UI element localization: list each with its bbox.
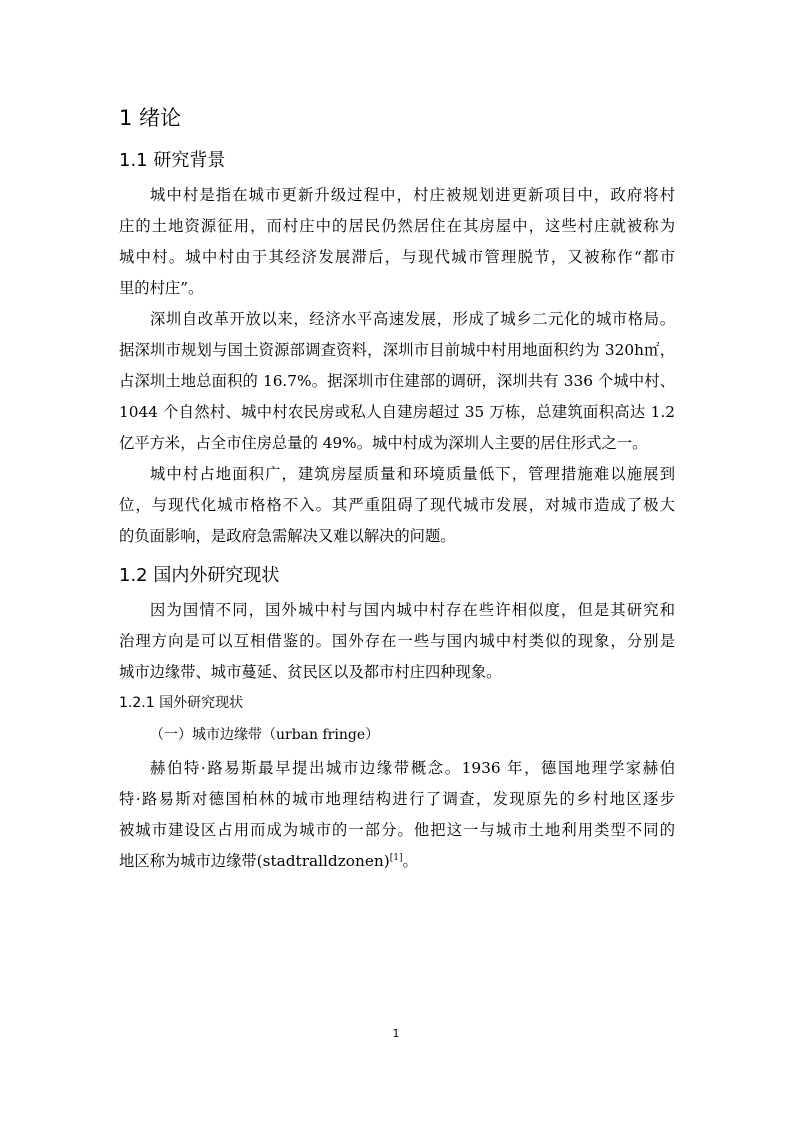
section-1-2-1-heading: 1.2.1 国外研究现状 xyxy=(119,695,244,711)
paragraph-line: 城中村。城中村由于其经济发展滞后，与现代城市管理脱节，又被称作“都市 xyxy=(119,248,675,266)
background-paragraph-1 xyxy=(119,180,675,304)
paragraph-line: 特·路易斯对德国柏林的城市地理结构进行了调查，发现原先的乡村地区逐步 xyxy=(119,790,675,808)
background-paragraph-3 xyxy=(119,459,675,552)
paragraph-line: 位，与现代化城市格格不入。其严重阻碍了现代城市发展，对城市造成了极大 xyxy=(119,496,675,514)
paragraph-line: 亿平方米，占全市住房总量的 49%。城中村成为深圳人主要的居住形式之一。 xyxy=(119,434,648,452)
paragraph-line: 1044 个自然村、城中村农民房或私人自建房超过 35 万栋，总建筑面积高达 1.2 xyxy=(119,403,675,421)
urban-fringe-subheading: （一）城市边缘带（urban fringe） xyxy=(150,727,380,743)
urban-fringe-paragraph xyxy=(119,753,675,877)
paragraph-last-line xyxy=(119,846,675,877)
paragraph-line: 据深圳市规划与国土资源部调查资料，深圳市目前城中村用地面积约为 320h㎡， xyxy=(119,341,675,359)
paragraph-line-text: 地区称为城市边缘带(stadtralldzonen) xyxy=(119,852,390,870)
paragraph-line: 被城市建设区占用而成为城市的一部分。他把这一与城市土地利用类型不同的 xyxy=(119,821,675,839)
paragraph-line: 因为国情不同，国外城中村与国内城中村存在些许相似度，但是其研究和 xyxy=(150,601,675,619)
research-status-paragraph xyxy=(119,595,675,688)
ending-punctuation: 。 xyxy=(402,852,418,870)
paragraph-line: 庄的土地资源征用，而村庄中的居民仍然居住在其房屋中，这些村庄就被称为 xyxy=(119,217,675,235)
paragraph-line: 占深圳土地总面积的 16.7%。据深圳市住建部的调研，深圳共有 336 个城中村、 xyxy=(119,372,675,390)
page-number: 1 xyxy=(392,1027,400,1040)
paragraph-line: 深圳自改革开放以来，经济水平高速发展，形成了城乡二元化的城市格局。 xyxy=(150,310,675,328)
paragraph-line: 赫伯特·路易斯最早提出城市边缘带概念。1936 年，德国地理学家赫伯 xyxy=(150,759,675,777)
paragraph-line: 治理方向是可以互相借鉴的。国外存在一些与国内城中村类似的现象，分别是 xyxy=(119,632,675,650)
paragraph-line: 里的村庄”。 xyxy=(119,279,204,297)
section-1-1-heading: 1.1 研究背景 xyxy=(119,150,226,171)
chapter-heading: 1 绪论 xyxy=(119,106,182,130)
paragraph-line: 的负面影响，是政府急需解决又难以解决的问题。 xyxy=(119,527,456,545)
paragraph-line: 城中村占地面积广，建筑房屋质量和环境质量低下，管理措施难以施展到 xyxy=(150,465,675,483)
paragraph-line: 城中村是指在城市更新升级过程中，村庄被规划进更新项目中，政府将村 xyxy=(150,186,675,204)
citation-marker: [1] xyxy=(389,853,403,863)
paragraph-line: 城市边缘带、城市蔓延、贫民区以及都市村庄四种现象。 xyxy=(119,663,502,681)
background-paragraph-2 xyxy=(119,304,675,459)
section-1-2-heading: 1.2 国内外研究现状 xyxy=(119,565,280,586)
